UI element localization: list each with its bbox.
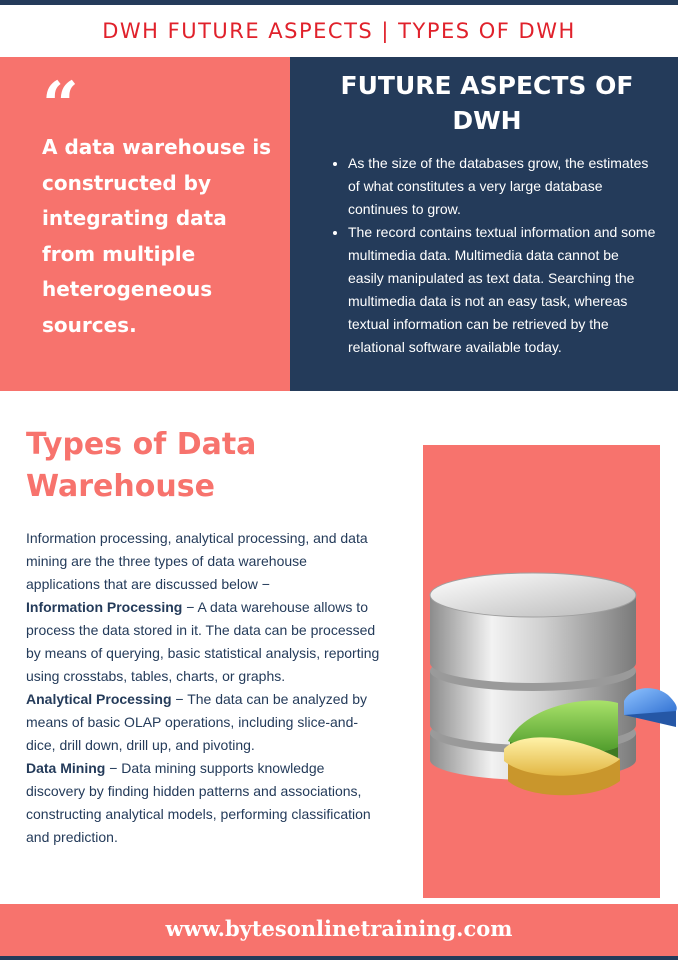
header xyxy=(0,5,678,57)
quote-text: A data warehouse is constructed by integrating data from multiple heterogeneous sources. xyxy=(42,135,272,337)
types-intro: Information processing, analytical processing, and data mining are the three types of data warehouse applications that are discussed below − xyxy=(26,530,368,592)
section-text: − The data can be analyzed by means of basic OLAP operations, including slice-and-dice, drill down, drill up, and pivoting. xyxy=(26,691,368,753)
section-text: − Data mining supports knowledge discovery by finding hidden patterns and associations, constructing analytical models, performing classification and prediction. xyxy=(26,760,371,845)
section-label: Information Processing xyxy=(26,599,183,615)
database-pie-chart-icon xyxy=(418,555,678,815)
types-section-information-processing xyxy=(26,596,381,688)
future-aspects-title: FUTURE ASPECTS OF DWH xyxy=(340,71,634,135)
footer xyxy=(0,904,678,956)
types-body xyxy=(26,527,381,849)
section-label: Data Mining xyxy=(26,760,106,776)
bottom-border xyxy=(0,956,678,960)
section-label: Analytical Processing xyxy=(26,691,172,707)
types-section-analytical-processing xyxy=(26,688,381,757)
types-title: Types of Data Warehouse xyxy=(26,427,257,504)
page-title: DWH FUTURE ASPECTS | TYPES OF DWH xyxy=(102,19,576,43)
future-aspects-list xyxy=(330,152,658,359)
future-aspects-item: • The record contains textual information and some multimedia data. Multimedia data cannot be easily manipulated as text data. Searching the multimedia data is not an easy task, whereas textual information can be retrieved by the relational software available today. xyxy=(348,221,658,359)
quote-icon: “ xyxy=(42,68,79,143)
website-link[interactable]: www.bytesonlinetraining.com xyxy=(165,916,513,941)
section-text: − A data warehouse allows to process the data stored in it. The data can be processed by means of querying, basic statistical analysis, reporting using crosstabs, tables, charts, or graphs. xyxy=(26,599,380,684)
future-aspects-item: • As the size of the databases grow, the estimates of what constitutes a very large database continues to grow. xyxy=(348,152,658,221)
types-section-data-mining xyxy=(26,757,381,849)
